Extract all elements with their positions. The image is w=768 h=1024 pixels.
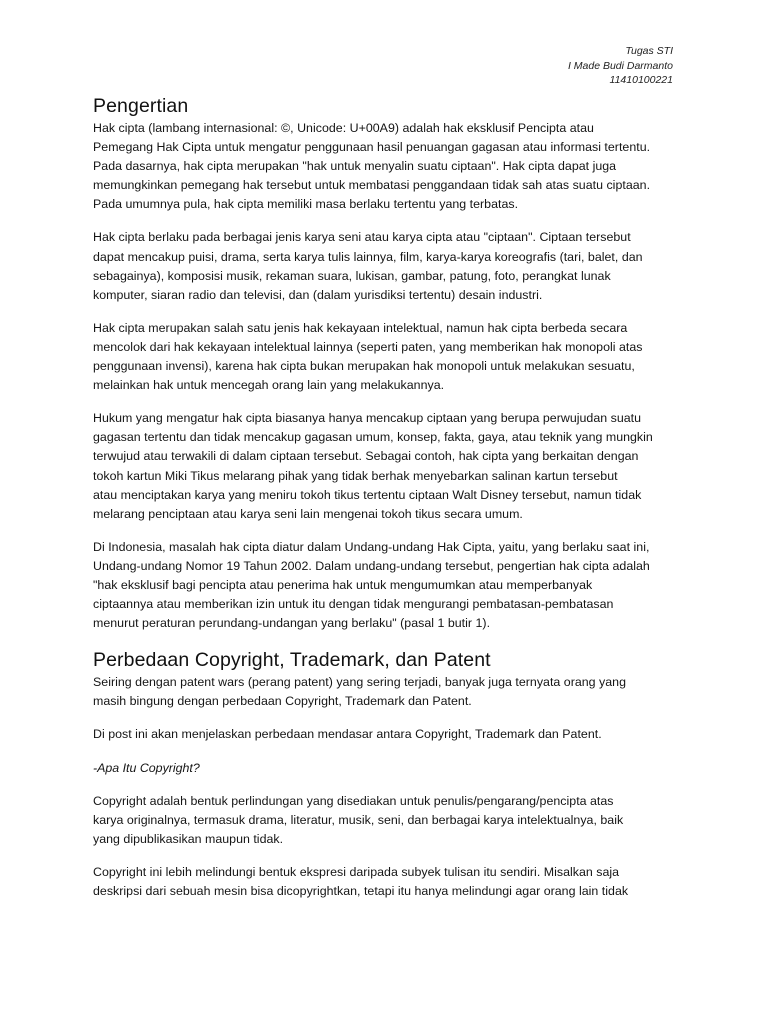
text-line: Hak cipta (lambang internasional: ©, Unicode: U+00A9) adalah hak eksklusif Pencipta atau xyxy=(93,121,594,135)
text-line: Pada umumnya pula, hak cipta memiliki masa berlaku tertentu yang terbatas. xyxy=(93,197,519,212)
text-line: penggunaan invensi), karena hak cipta bukan merupakan hak monopoli untuk melakukan sesuatu, xyxy=(93,359,635,374)
text-line: masih bingung dengan perbedaan Copyright, Trademark dan Patent. xyxy=(93,694,472,709)
paragraph-pengertian-5 xyxy=(93,538,683,633)
paragraph-perbedaan-intro-2 xyxy=(93,725,683,744)
paragraph-pengertian-4 xyxy=(93,409,683,524)
text-line: atau menciptakan karya yang meniru tokoh tikus tertentu ciptaan Walt Disney tersebut, namun tidak xyxy=(93,487,642,502)
text-line: Copyright ini lebih melindungi bentuk ekspresi daripada subyek tulisan itu sendiri. Misalkan saja xyxy=(93,864,620,879)
text-line: yang dipublikasikan maupun tidak. xyxy=(93,831,284,846)
document-header xyxy=(568,44,673,88)
text-line: Hukum yang mengatur hak cipta biasanya hanya mencakup ciptaan yang berupa perwujudan suatu xyxy=(93,411,642,426)
paragraph-perbedaan-intro-1 xyxy=(93,673,683,711)
text-line: Di Indonesia, masalah hak cipta diatur dalam Undang-undang Hak Cipta, yaitu, yang berlaku saat ini, xyxy=(93,539,650,554)
text-line: Hak cipta berlaku pada berbagai jenis karya seni atau karya cipta atau "ciptaan". Ciptaan tersebut xyxy=(93,230,631,245)
paragraph-copyright-1 xyxy=(93,792,683,849)
text-line: Di post ini akan menjelaskan perbedaan mendasar antara Copyright, Trademark dan Patent. xyxy=(93,727,602,742)
text-line: dapat mencakup puisi, drama, serta karya tulis lainnya, film, karya-karya koreografis (tari, balet, dan xyxy=(93,249,643,264)
student-id: 11410100221 xyxy=(609,74,673,86)
text-line: tokoh kartun Miki Tikus melarang pihak yang tidak berhak menyebarkan salinan kartun tersebut xyxy=(93,468,618,483)
text-line: komputer, siaran radio dan televisi, dan (dalam yurisdiksi tertentu) desain industri. xyxy=(93,287,543,302)
document-body xyxy=(93,93,683,915)
text-line: gagasan tertentu dan tidak mencakup gagasan umum, konsep, fakta, gaya, atau teknik yang mungkin xyxy=(93,430,653,445)
text-line: mencolok dari hak kekayaan intelektual lainnya (seperti paten, yang memberikan hak monopoli atas xyxy=(93,339,643,354)
text-line: Pada dasarnya, hak cipta merupakan "hak untuk menyalin suatu ciptaan". Hak cipta dapat juga xyxy=(93,159,617,174)
text-line: terwujud atau terwakili di dalam ciptaan tersebut. Sebagai contoh, hak cipta yang berkaitan dengan xyxy=(93,449,639,464)
text-line: menurut peraturan perundang-undangan yang berlaku" (pasal 1 butir 1). xyxy=(93,616,491,631)
author-name: I Made Budi Darmanto xyxy=(567,59,673,72)
text-line: Copyright adalah bentuk perlindungan yang disediakan untuk penulis/pengarang/pencipta atas xyxy=(93,793,614,808)
paragraph-pengertian-2 xyxy=(93,228,683,304)
text-line: Pemegang Hak Cipta untuk mengatur penggunaan hasil penuangan gagasan atau informasi tertentu. xyxy=(93,140,651,155)
section-title-perbedaan: Perbedaan Copyright, Trademark, dan Patent xyxy=(93,649,491,672)
paragraph-pengertian-1 xyxy=(93,119,683,214)
text-line: ciptaannya atau memberikan izin untuk itu dengan tidak mengurangi pembatasan-pembatasan xyxy=(93,597,614,612)
text-line: deskripsi dari sebuah mesin bisa dicopyrightkan, tetapi itu hanya melindungi agar orang lain tidak xyxy=(93,884,629,898)
text-line: sebagainya), komposisi musik, rekaman suara, lukisan, gambar, patung, foto, perangkat lunak xyxy=(93,268,611,283)
section-title-pengertian: Pengertian xyxy=(93,95,189,117)
text-line: Undang-undang Nomor 19 Tahun 2002. Dalam undang-undang tersebut, pengertian hak cipta adalah xyxy=(93,558,650,573)
assignment-label: Tugas STI xyxy=(625,45,673,57)
text-line: Seiring dengan patent wars (perang patent) yang sering terjadi, banyak juga ternyata orang yang xyxy=(93,675,626,690)
text-line: melainkan hak untuk mencegah orang lain yang melakukannya. xyxy=(93,378,445,393)
text-line: "hak eksklusif bagi pencipta atau penerima hak untuk mengumumkan atau memperbanyak xyxy=(93,577,593,592)
text-line: Hak cipta merupakan salah satu jenis hak kekayaan intelektual, namun hak cipta berbeda secara xyxy=(93,320,628,335)
text-line: karya originalnya, termasuk drama, literatur, musik, seni, dan berbagai karya intelektualnya, baik xyxy=(93,812,624,827)
subheading-apa-itu-copyright: -Apa Itu Copyright? xyxy=(93,760,200,775)
paragraph-copyright-2 xyxy=(93,863,683,901)
paragraph-pengertian-3 xyxy=(93,319,683,395)
text-line: memungkinkan pemegang hak tersebut untuk membatasi penggandaan tidak sah atas suatu ciptaan. xyxy=(93,178,651,193)
text-line: melarang penciptaan atau karya seni lain mengenai tokoh tikus secara umum. xyxy=(93,506,523,521)
